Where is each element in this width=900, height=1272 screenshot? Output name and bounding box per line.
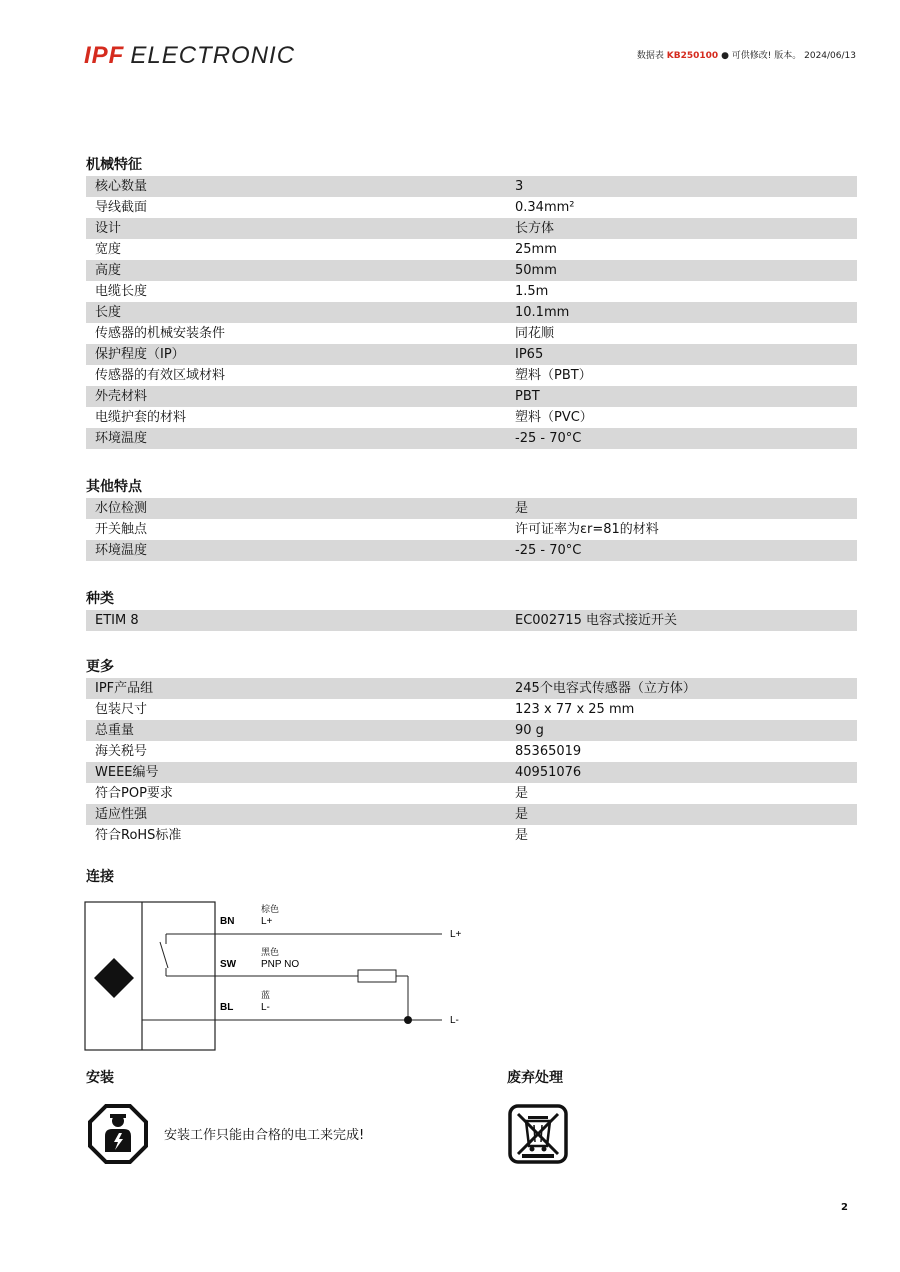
table-row xyxy=(86,540,857,561)
connection-section xyxy=(86,867,857,888)
row-label: 电缆护套的材料 xyxy=(95,410,187,425)
table-row xyxy=(86,519,857,540)
section-title: 种类 xyxy=(86,591,114,607)
row-value: 是 xyxy=(515,501,529,516)
bn-code: BN xyxy=(220,916,235,927)
row-value: 塑料（PBT） xyxy=(515,368,592,383)
section-title: 机械特征 xyxy=(86,157,142,173)
table-row xyxy=(86,741,857,762)
switch-blade xyxy=(160,942,168,968)
row-label: 保护程度（IP） xyxy=(95,347,185,362)
disposal-title: 废弃处理 xyxy=(507,1070,563,1086)
meta-prefix: 数据表 xyxy=(636,51,664,61)
row-label: 开关触点 xyxy=(95,522,148,537)
row-label: 符合POP要求 xyxy=(95,786,173,801)
row-value: -25 - 70°C xyxy=(515,543,582,558)
installation-title: 安装 xyxy=(86,1070,114,1086)
sensor-diamond-icon xyxy=(94,958,134,998)
row-value: 25mm xyxy=(515,242,557,257)
row-label: 传感器的机械安装条件 xyxy=(95,326,226,341)
row-label: 长度 xyxy=(95,305,122,320)
row-value: 许可证率为εr=81的材料 xyxy=(515,522,659,537)
row-label: IPF产品组 xyxy=(95,681,154,696)
table-row xyxy=(86,407,857,428)
table-row xyxy=(86,804,857,825)
table-row xyxy=(86,699,857,720)
row-value: 同花顺 xyxy=(515,326,555,341)
row-value: 0.34mm² xyxy=(515,200,575,215)
row-value: PBT xyxy=(515,389,540,404)
table-row xyxy=(86,239,857,260)
table-row xyxy=(86,302,857,323)
row-label: 符合RoHS标准 xyxy=(95,828,182,843)
table-row xyxy=(86,176,857,197)
more-section xyxy=(86,657,857,846)
ipf-logo xyxy=(84,42,295,70)
row-label: 高度 xyxy=(95,263,122,278)
row-label: 外壳材料 xyxy=(95,389,148,404)
meta-code: KB250100 xyxy=(666,51,719,61)
table-row xyxy=(86,762,857,783)
installation-note: 安装工作只能由合格的电工来完成! xyxy=(164,1128,365,1143)
table-row xyxy=(86,260,857,281)
meta-suffix: ● 可供修改! 版本。 2024/06/13 xyxy=(721,51,856,61)
row-label: 环境温度 xyxy=(95,543,148,558)
row-value: 50mm xyxy=(515,263,557,278)
row-label: 导线截面 xyxy=(95,200,148,215)
electrician-warning-icon xyxy=(88,1104,148,1164)
row-value: 1.5m xyxy=(515,284,549,299)
mechanical-section xyxy=(86,155,857,449)
row-value: 40951076 xyxy=(515,765,582,780)
table-row xyxy=(86,344,857,365)
row-label: 宽度 xyxy=(95,242,122,257)
wiring-diagram xyxy=(84,896,484,1056)
row-label: 电缆长度 xyxy=(95,284,148,299)
bl-code: BL xyxy=(220,1002,234,1013)
row-label: 核心数量 xyxy=(95,179,148,194)
row-label: 适应性强 xyxy=(95,807,148,822)
page-number: 2 xyxy=(841,1202,848,1213)
row-value: 123 x 77 x 25 mm xyxy=(515,702,635,717)
other-features-section xyxy=(86,477,857,561)
row-label: 环境温度 xyxy=(95,431,148,446)
row-value: EC002715 电容式接近开关 xyxy=(515,613,678,628)
weee-crossed-bin-icon xyxy=(508,1104,568,1164)
header-meta xyxy=(637,48,856,61)
table-row xyxy=(86,323,857,344)
table-row xyxy=(86,428,857,449)
row-value: 3 xyxy=(515,179,524,194)
row-label: 总重量 xyxy=(95,723,135,738)
lplus-terminal: L+ xyxy=(450,929,462,940)
row-value: 245个电容式传感器（立方体） xyxy=(515,681,696,696)
sw-signal: PNP NO xyxy=(261,959,300,970)
sw-code: SW xyxy=(220,959,237,970)
table-row xyxy=(86,365,857,386)
table-row xyxy=(86,386,857,407)
bl-color: 蓝 xyxy=(261,991,271,1001)
table-row xyxy=(86,720,857,741)
lminus-terminal: L- xyxy=(450,1015,459,1026)
table-row xyxy=(86,281,857,302)
row-value: 是 xyxy=(515,786,529,801)
row-value: 是 xyxy=(515,828,529,843)
section-title: 连接 xyxy=(86,869,114,885)
row-label: 水位检测 xyxy=(95,501,148,516)
row-label: ETIM 8 xyxy=(95,613,139,628)
row-label: 设计 xyxy=(95,221,122,236)
table-row xyxy=(86,197,857,218)
row-label: WEEE编号 xyxy=(95,765,159,780)
row-label: 海关税号 xyxy=(95,744,148,759)
row-value: 塑料（PVC） xyxy=(515,410,593,425)
logo-electronic-text: ELECTRONIC xyxy=(130,42,296,69)
section-title: 更多 xyxy=(86,659,114,675)
section-title: 其他特点 xyxy=(86,479,142,495)
table-row xyxy=(86,218,857,239)
bl-signal: L- xyxy=(261,1002,270,1013)
type-section xyxy=(86,589,857,631)
table-row xyxy=(86,498,857,519)
table-row xyxy=(86,610,857,631)
bn-signal: L+ xyxy=(261,916,273,927)
row-value: -25 - 70°C xyxy=(515,431,582,446)
row-value: 10.1mm xyxy=(515,305,570,320)
row-value: 长方体 xyxy=(515,221,555,236)
table-row xyxy=(86,825,857,846)
row-value: 是 xyxy=(515,807,529,822)
load-resistor xyxy=(358,970,396,982)
row-label: 包装尺寸 xyxy=(95,702,148,717)
table-row xyxy=(86,678,857,699)
logo-ipf-text: IPF xyxy=(84,42,125,69)
row-value: 90 g xyxy=(515,723,544,738)
sw-color: 黑色 xyxy=(261,948,280,958)
table-row xyxy=(86,783,857,804)
bn-color: 棕色 xyxy=(261,905,280,915)
row-value: IP65 xyxy=(515,347,544,362)
row-label: 传感器的有效区域材料 xyxy=(95,368,226,383)
row-value: 85365019 xyxy=(515,744,582,759)
junction-dot xyxy=(404,1016,412,1024)
